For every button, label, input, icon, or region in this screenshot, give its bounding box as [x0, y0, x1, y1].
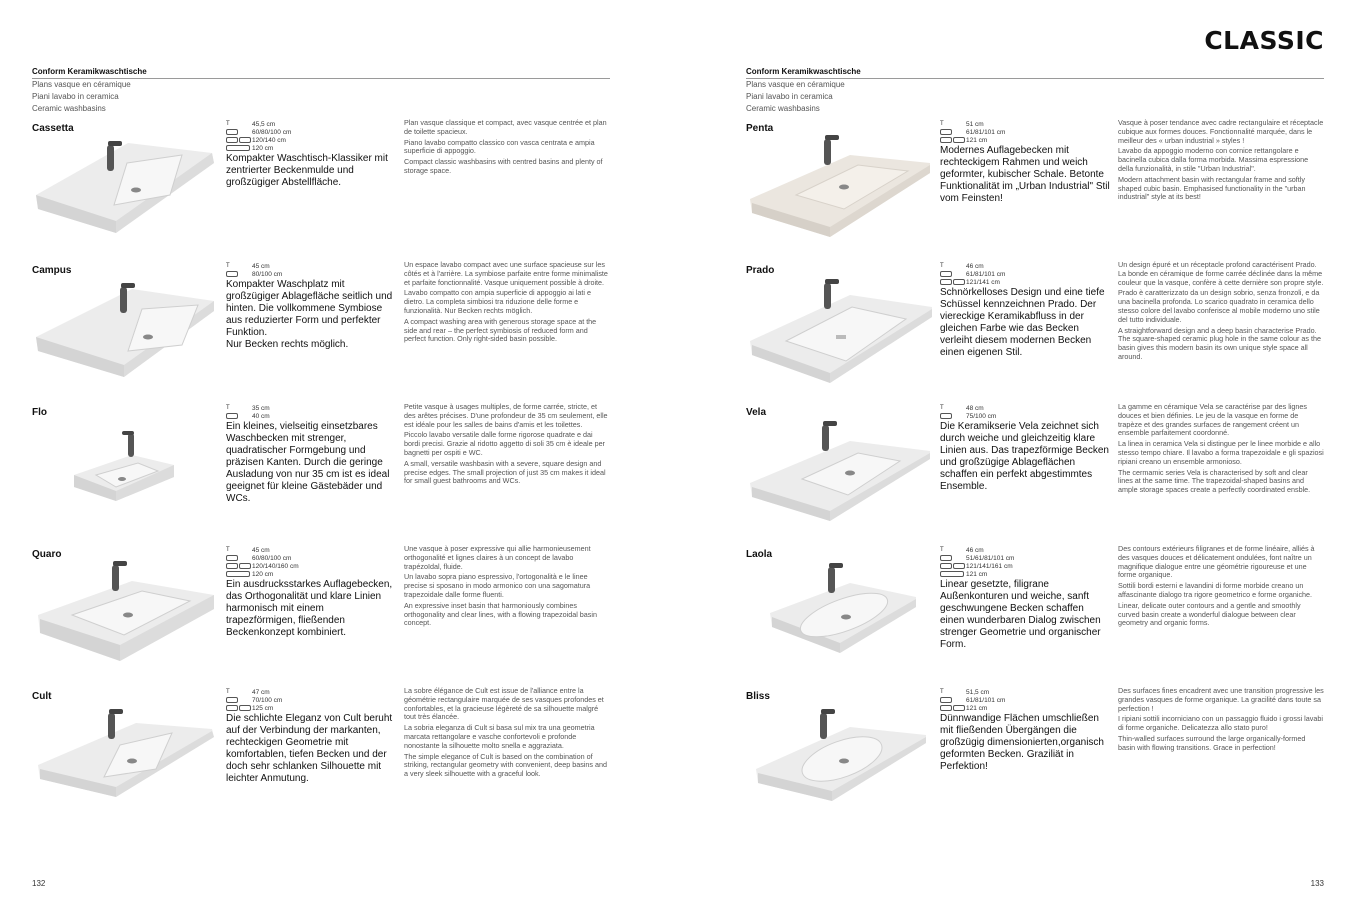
description-it: Un lavabo sopra piano espressivo, l'ortogonalità e le linee precise si sposano in modo armonico con una sagomatura trapezoidale dalle forme fluenti.: [404, 572, 591, 599]
basin-icon: [953, 137, 965, 143]
basin-icon: [226, 555, 238, 561]
product-image-campus: [32, 265, 222, 390]
description-fr: Un design épuré et un réceptacle profond caractérisent Prado. La bonde en céramique de forme carrée déclinée dans la même couleur que la vasque, confère à cette dernière son propre style.: [1118, 260, 1324, 287]
depth-icon: T: [226, 689, 230, 695]
description-de: Dünnwandige Flächen umschließen mit fließenden Übergängen die großzügig dimensionierten,organisch geformten Becken. Graziliät in Perfektion!: [940, 713, 1104, 772]
description-de: Ein kleines, vielseitig einsetzbares Waschbecken mit strenger, quadratischer Formgebung und präzisen Kanten. Durch die geringe Ausladung von nur 35 cm ist es ideal geeignet für kleine Gästebäder und WCs.: [226, 421, 390, 504]
right-page: [746, 67, 1324, 772]
description-fr: Un espace lavabo compact avec une surface spacieuse sur les côtés et à l'arrière. La symbiose parfaite entre forme minimaliste et parfaite fonctionnalité. Vasque uniquement possible à droite.: [404, 260, 608, 287]
description-de: Die Keramikserie Vela zeichnet sich durch weiche und gleichzeitig klare Linien aus. Das trapezförmige Becken und großzügige Ablageflächen schaffen ein perfekt abgestimmtes Ensemble.: [940, 421, 1109, 492]
description-en: Compact classic washbasins with centred basins and plenty of storage space.: [404, 157, 603, 175]
brand-title: CLASSIC: [1204, 26, 1324, 55]
translations: [404, 261, 610, 346]
product-specs: T 51,5 cm 61/81/101 cm 121 cm Dünnwandige Flächen umschließen mit fließenden Übergängen die großzügig dimensionierten,organisch geformten Becken. Graziliät in Perfektion!: [940, 688, 1110, 773]
basin-icon: [940, 705, 952, 711]
product-image-penta: [746, 123, 936, 248]
product-specs: T 51 cm 61/81/101 cm 121 cm Modernes Auflagebecken mit rechteckigem Rahmen und weich geformter, kubischer Schale. Betonte Funktionalität im „Urban Industrial" Stil vom Feinsten!: [940, 120, 1110, 204]
description-de: Kompakter Waschplatz mit großzügiger Ablagefläche seitlich und hinten. Die vollkommene Symbiose aus reduzierter Form und perfekter Funktion. Nur Becken rechts möglich.: [226, 279, 393, 350]
description-en: Thin-walled surfaces surround the large organically-formed basin with flowing transitions. Grace in perfection!: [1118, 733, 1306, 752]
depth-icon: T: [940, 405, 944, 411]
basin-icon: [226, 137, 238, 143]
section-title: Conform Keramikwaschtische: [746, 67, 861, 76]
product-image-prado: [746, 265, 936, 390]
basin-icon: [940, 413, 952, 419]
description-it: I ripiani sottili incorniciano con un passaggio fluido i grossi lavabi di forme organiche. Delicatezza allo stato puro!: [1118, 714, 1323, 733]
description-de: Kompakter Waschtisch-Klassiker mit zentrierter Beckenmulde und großzügiger Abstellfläche.: [226, 153, 388, 188]
product-name: Campus: [32, 265, 72, 276]
basin-icon: [226, 705, 238, 711]
description-fr: Plan vasque classique et compact, avec vasque centrée et plan de toilette spacieux.: [404, 118, 607, 136]
translations: [404, 687, 610, 781]
description-it: La linea in ceramica Vela si distingue per le linee morbide e allo stesso tempo chiare. Il lavabo a forma trapezoidale e gli spaziosi ripiani creano un ensemble armonioso.: [1118, 439, 1324, 466]
product-image-vela: [746, 407, 936, 532]
section-subtitle-it: Piani lavabo in ceramica: [32, 92, 119, 101]
description-it: Piccolo lavabo versatile dalle forme rigorose quadrate e dai bordi precisi. Grazie al ridotto aggetto di soli 35 cm è ideale per bagnetti per ospiti e WC.: [404, 430, 605, 457]
product-specs: T 45 cm 80/100 cm Kompakter Waschplatz mit großzügiger Ablagefläche seitlich und hinten. Die vollkommene Symbiose aus reduzierter Form und perfekter Funktion. Nur Becken rechts möglich.: [226, 262, 396, 351]
basin-icon: [226, 129, 238, 135]
description-fr: Une vasque à poser expressive qui allie harmonieusement orthogonalité et lignes claires à un concept de lavabo trapézoïdal, fluide.: [404, 544, 591, 571]
product-bliss: [746, 686, 1324, 831]
translations: [1118, 687, 1324, 755]
basin-icon: [940, 697, 952, 703]
product-name: Cassetta: [32, 123, 74, 134]
description-it: Lavabo da appoggio moderno con cornice rettangolare e bacinella cubica dalla forma morbida. Massima espressione della funzionalità, in stile "Urban Industrial".: [1118, 146, 1309, 173]
description-fr: La gamme en céramique Vela se caractérise par des lignes douces et bien définies. Le jeu de la vasque en forme de trapèze et des grandes surfaces de rangement créent un ensemble parfaitement coordonné.: [1118, 402, 1307, 438]
product-name: Quaro: [32, 549, 62, 560]
translations: [1118, 403, 1324, 497]
product-image-flo: [32, 407, 222, 532]
description-fr: Des contours extérieurs filigranes et de forme linéaire, alliés à des vasques douces et délicatement ondulées, font naître un magnifique dialogue entre une géométrie rigoureuse et une forme organique.: [1118, 544, 1315, 580]
translations: [404, 119, 610, 178]
description-de: Ein ausdrucksstarkes Auflagebecken, das Orthogonalität und klare Linien harmonisch mit einem trapezförmigen, fließenden Beckenkonzept kombiniert.: [226, 579, 393, 638]
description-it: Lavabo compatto con ampia superficie di appoggio ai lati e dietro. La completa simbiosi tra riduzione delle forme e funzionalità. Nur Becken rechts möglich.: [404, 288, 591, 315]
basin-icon: [226, 413, 238, 419]
page-number-left: 132: [32, 879, 46, 888]
description-en: A straightforward design and a deep basin characterise Prado. The square-shaped ceramic plug hole in the same colour as the basin gives this modern basin its own unique style space all around.: [1118, 325, 1321, 361]
depth-icon: T: [940, 547, 944, 553]
basin-wide-icon: [226, 571, 250, 577]
product-image-cassetta: [32, 123, 222, 248]
basin-icon: [239, 563, 251, 569]
description-de: Schnörkelloses Design und eine tiefe Schüssel kennzeichnen Prado. Der viereckige Keramikabfluss in der gleichen Farbe wie das Becken verleiht diesem modernen Becken einen eigenen Stil.: [940, 287, 1105, 358]
translations: [1118, 545, 1324, 630]
basin-icon: [953, 279, 965, 285]
depth-icon: T: [226, 405, 230, 411]
basin-icon: [239, 705, 251, 711]
description-de: Die schlichte Eleganz von Cult beruht auf der Verbindung der markanten, rechteckigen Geometrie mit komfortablen, tiefen Becken und der doch sehr schlanken Silhouette mit leichter Anmutung.: [226, 713, 393, 784]
basin-icon: [239, 137, 251, 143]
product-specs: T 46 cm 51/61/81/101 cm 121/141/161 cm 121 cm Linear gesetzte, filigrane Außenkonturen und weiche, sanft geschwungene Becken schaffen einen wunderbaren Dialog zwischen strenger Geometrie und organischer Form.: [940, 546, 1110, 651]
page-number-right: 133: [1310, 879, 1324, 888]
description-de: Linear gesetzte, filigrane Außenkonturen und weiche, sanft geschwungene Becken schaffen einen wunderbaren Dialog zwischen strenger Geometrie und organischer Form.: [940, 579, 1101, 650]
section-header: [32, 67, 610, 79]
description-en: The cermamic series Vela is characterised by soft and clear lines at the same time. The trapezoidal-shaped basins and ample storage spaces create a perfectly coordinated ensble.: [1118, 467, 1311, 495]
depth-icon: T: [940, 689, 944, 695]
description-en: Modern attachment basin with rectangular frame and softly shaped cubic basin. Emphasised functionality in the "urban industrial" style at its best!: [1118, 174, 1306, 202]
depth-icon: T: [940, 263, 944, 269]
depth-icon: T: [226, 547, 230, 553]
basin-icon: [226, 271, 238, 277]
basin-icon: [940, 279, 952, 285]
basin-icon: [953, 563, 965, 569]
product-image-laola: [746, 549, 936, 674]
product-campus: [32, 260, 610, 405]
product-image-bliss: [746, 691, 936, 816]
description-it: Prado è caratterizzato da un design sobrio, senza fronzoli, e da una bacinella profonda. Lo scarico quadrato in ceramica dello stesso colore del lavabo conferisce al mobile moderno uno stile del tutto individuale.: [1118, 288, 1320, 324]
section-subtitle-en: Ceramic washbasins: [32, 104, 106, 113]
section-subtitle-it: Piani lavabo in ceramica: [746, 92, 833, 101]
product-specs: T 48 cm 75/100 cm Die Keramikserie Vela zeichnet sich durch weiche und gleichzeitig klare Linien aus. Das trapezförmige Becken und großzügige Ablageflächen schaffen ein perfekt abgestimmtes Ensemble.: [940, 404, 1109, 492]
basin-icon: [953, 705, 965, 711]
description-en: Linear, delicate outer contours and a gentle and smoothly curved basin create a wonderful dialogue between clear geometry and organic forms.: [1118, 600, 1301, 628]
translations: [404, 403, 610, 488]
section-subtitle-fr: Plans vasque en céramique: [746, 80, 845, 89]
product-image-cult: [32, 691, 222, 816]
product-name: Cult: [32, 691, 52, 702]
description-fr: Vasque à poser tendance avec cadre rectangulaire et réceptacle cubique aux formes douces. Fonctionnalité marquée, dans le meilleur des « urban industrial » styles !: [1118, 118, 1324, 145]
product-name: Prado: [746, 265, 775, 276]
product-specs: T 45,5 cm 60/80/100 cm 120/140 cm 120 cm Kompakter Waschtisch-Klassiker mit zentrierter Beckenmulde und großzügiger Abstellfläche.: [226, 120, 396, 189]
description-fr: Des surfaces fines encadrent avec une transition progressive les grandes vasques de forme organique. La gracilité dans toute sa perfection !: [1118, 686, 1324, 713]
product-name: Bliss: [746, 691, 770, 702]
section-title: Conform Keramikwaschtische: [32, 67, 147, 76]
basin-icon: [940, 137, 952, 143]
description-en: The simple elegance of Cult is based on the combination of striking, rectangular geometry with convenient, deep basins and a very sleek silhouette with a graceful look.: [404, 751, 607, 779]
product-specs: T 47 cm 70/100 cm 125 cm Die schlichte Eleganz von Cult beruht auf der Verbindung der markanten, rechteckigen Geometrie mit komfortablen, tiefen Becken und der doch sehr schlanken Silhouette mit leichter Anmutung.: [226, 688, 396, 785]
product-name: Vela: [746, 407, 767, 418]
basin-icon: [940, 563, 952, 569]
description-it: La sobria eleganza di Cult si basa sul mix tra una geometria marcata rettangolare e vasche confortevoli e profonde nonostante la silhouette molto snella e aggraziata.: [404, 723, 595, 750]
description-it: Sottili bordi esterni e lavandini di forme morbide creano un affascinante dialogo tra rigore geometrico e forme organiche.: [1118, 581, 1313, 599]
depth-icon: T: [940, 121, 944, 127]
basin-wide-icon: [940, 571, 964, 577]
product-specs: T 46 cm 61/81/101 cm 121/141 cm Schnörkelloses Design und eine tiefe Schüssel kennzeichnen Prado. Der viereckige Keramikabfluss in der gleichen Farbe wie das Becken verleiht diesem modernen Becken einen eigenen Stil.: [940, 262, 1110, 359]
translations: [404, 545, 610, 630]
product-quaro: [32, 544, 610, 689]
product-prado: [746, 260, 1324, 405]
left-page: [32, 67, 610, 784]
basin-icon: [226, 563, 238, 569]
description-en: A small, versatile washbasin with a severe, square design and precise edges. The small projection of just 35 cm makes it ideal for small guest bathrooms and WCs.: [404, 458, 606, 486]
product-image-quaro: [32, 549, 222, 674]
description-en: An expressive inset basin that harmoniously combines orthogonality and clear lines, with a flowing trapezoidal basin concept.: [404, 600, 597, 628]
depth-icon: T: [226, 263, 230, 269]
product-name: Flo: [32, 407, 47, 418]
basin-icon: [940, 129, 952, 135]
description-de: Modernes Auflagebecken mit rechteckigem Rahmen und weich geformter, kubischer Schale. Betonte Funktionalität im „Urban Industrial" Stil vom Feinsten!: [940, 145, 1110, 204]
product-specs: T 45 cm 60/80/100 cm 120/140/160 cm 120 cm Ein ausdrucksstarkes Auflagebecken, das Orthogonalität und klare Linien harmonisch mit einem trapezförmigen, fließenden Beckenkonzept kombiniert.: [226, 546, 396, 639]
product-cult: [32, 686, 610, 831]
product-laola: [746, 544, 1324, 689]
section-subtitle-en: Ceramic washbasins: [746, 104, 820, 113]
translations: [1118, 119, 1324, 204]
section-subtitle-fr: Plans vasque en céramique: [32, 80, 131, 89]
basin-wide-icon: [226, 145, 250, 151]
description-fr: La sobre élégance de Cult est issue de l'alliance entre la géométrie rectangulaire marquée de ses vasques profondes et confortables, et la gracieuse légèreté de sa silhouette malgré tout très élancée.: [404, 686, 604, 722]
basin-icon: [226, 697, 238, 703]
depth-icon: T: [226, 121, 230, 127]
product-vela: [746, 402, 1324, 547]
description-fr: Petite vasque à usages multiples, de forme carrée, stricte, et des arêtes précises. D'une profondeur de 35 cm seulement, elle est idéale pour les salles de bains d'amis et les toilettes.: [404, 402, 608, 429]
section-header: [746, 67, 1324, 79]
description-it: Piano lavabo compatto classico con vasca centrata e ampia superficie di appoggio.: [404, 137, 595, 156]
description-en: A compact washing area with generous storage space at the side and rear – the perfect symbiosis of reduced form and perfect function. Only right-sided basin possible.: [404, 316, 597, 344]
basin-icon: [940, 555, 952, 561]
product-name: Laola: [746, 549, 773, 560]
product-flo: [32, 402, 610, 547]
product-specs: T 35 cm 40 cm Ein kleines, vielseitig einsetzbares Waschbecken mit strenger, quadratischer Formgebung und präzisen Kanten. Durch die geringe Ausladung von nur 35 cm ist es ideal geeignet für kleine Gästebäder und WCs.: [226, 404, 396, 505]
product-cassetta: [32, 118, 610, 263]
product-name: Penta: [746, 123, 774, 134]
basin-icon: [940, 271, 952, 277]
translations: [1118, 261, 1324, 364]
product-penta: [746, 118, 1324, 263]
